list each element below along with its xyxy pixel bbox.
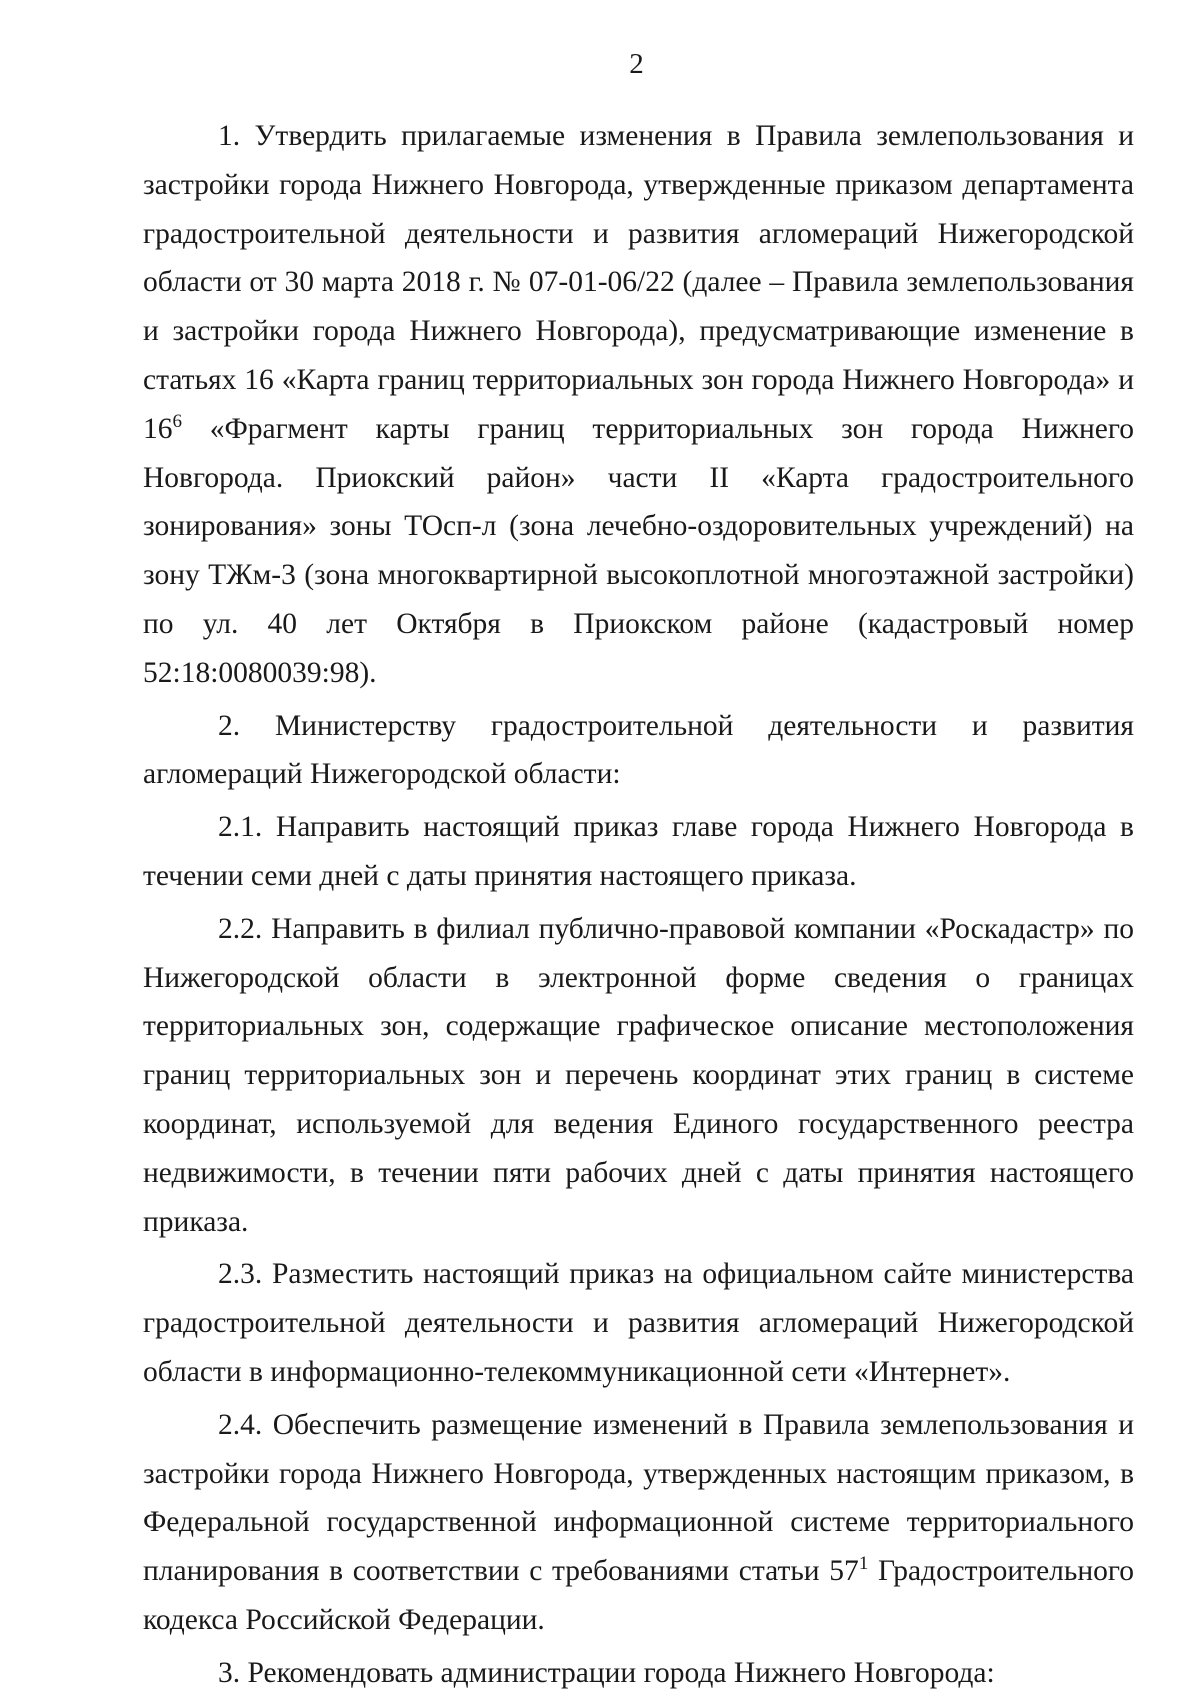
paragraph-1-superscript: 6	[172, 410, 182, 432]
paragraph-2-3: 2.3. Разместить настоящий приказ на официальном сайте министерства градостроительной деятельности и развития агломераций Нижегородской области в информационно-телекоммуникационной сети «Интернет».	[143, 1258, 1134, 1388]
paragraph-1	[143, 112, 1134, 698]
paragraph-2-4-superscript: 1	[858, 1553, 869, 1575]
document-body	[143, 112, 1134, 1698]
paragraph-2-2: 2.2. Направить в филиал публично-правовой компании «Роскадастр» по Нижегородской области в электронной форме сведения о границах территориальных зон, содержащие графическое описание местоположения границ территориальных зон и перечень координат этих границ в системе координат, используемой для ведения Единого государственного реестра недвижимости, в течении пяти рабочих дней с даты принятия настоящего приказа.	[143, 912, 1134, 1238]
paragraph-2-1: 2.1. Направить настоящий приказ главе города Нижнего Новгорода в течении семи дней с даты принятия настоящего приказа.	[143, 811, 1134, 892]
paragraph-2-4-text-b: Градостроительного кодекса Российской Федерации.	[143, 1555, 1134, 1636]
paragraph-2-4	[143, 1401, 1134, 1645]
paragraph-1-text-b: «Фрагмент карты границ территориальных зон города Нижнего Новгорода. Приокский район» части II «Карта градостроительного зонирования» зоны ТОсп-л (зона лечебно-оздоровительных учреждений) на зону ТЖм-3 (зона многоквартирной высокоплотной многоэтажной застройки) по ул. 40 лет Октября в Приокском районе (кадастровый номер 52:18:0080039:98).	[143, 412, 1134, 689]
page-number: 2	[629, 48, 644, 80]
paragraph-3: 3. Рекомендовать администрации города Нижнего Новгорода:	[218, 1656, 995, 1689]
paragraph-2: 2. Министерству градостроительной деятельности и развития агломераций Нижегородской области:	[143, 709, 1134, 791]
paragraph-1-text-a: 1. Утвердить прилагаемые изменения в Правила землепользования и застройки города Нижнего Новгорода, утвержденные приказом департамента градостроительной деятельности и развития агломераций Нижегородской области от 30 марта 2018 г. № 07-01-06/22 (далее – Правила землепользования и застройки города Нижнего Новгорода), предусматривающие изменение в статьях 16 «Карта границ территориальных зон города Нижнего Новгорода» и 16	[143, 120, 1134, 445]
paragraph-2-4-text-a: 2.4. Обеспечить размещение изменений в Правила землепользования и застройки города Нижнего Новгорода, утвержденных настоящим приказом, в Федеральной государственной информационной системе территориального планирования в соответствии с требованиями статьи 57	[143, 1408, 1134, 1588]
